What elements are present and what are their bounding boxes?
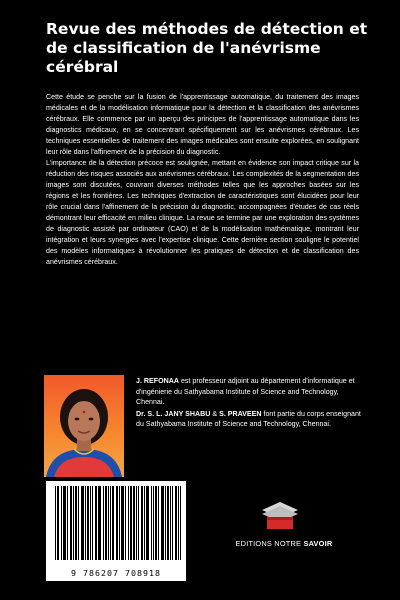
publisher-name-part1: EDITIONS NOTRE: [235, 539, 304, 548]
author2-name: Dr. S. L. JANY SHABU: [136, 409, 211, 418]
author-bio: [136, 376, 362, 431]
barcode-bars: [51, 486, 181, 564]
bio-author1: [136, 376, 362, 408]
publisher-name: [234, 539, 334, 548]
author-photo: [44, 375, 124, 477]
author23-text: font partie du corps enseignant du Sathyabama Institute of Science and Technology, Chennai.: [136, 409, 361, 428]
summary-paragraph-1: Cette étude se penche sur la fusion de l'apprentissage automatique, du traitement des images médicales et de la modélisation informatique pour la détection et la classification des anévrismes cérébraux. Elle commence par un aperçu des principes de l'apprentissage automatique dans les diagnostics médicaux, en se concentrant spécifiquement sur les anévrismes cérébraux. Les techniques essentielles de traitement des images médicales sont ensuite explorées, en soulignant leur rôle dans l'affinement de la précision du diagnostic.: [46, 93, 359, 156]
author-connector: &: [210, 409, 220, 418]
author3-name: S. PRAVEEN: [219, 409, 262, 418]
publisher-name-part2: SAVOIR: [303, 539, 333, 548]
book-title: Revue des méthodes de détection et de classification de l'anévrisme cérébral: [46, 20, 368, 76]
summary-paragraph-2: L'importance de la détection précoce est soulignée, mettant en évidence son impact critique sur la réduction des risques associés aux anévrismes cérébraux. Les complexités de la segmentation des images sont discutées, couvrant diverses méthodes telles que les approches basées sur les régions et les frontières. Les techniques d'extraction de caractéristiques sont élucidées pour leur rôle crucial dans l'affinement de la précision du diagnostic, accompagnées d'études de cas réels démontrant leur efficacité en milieu clinique. La revue se termine par une exploration des systèmes de diagnostic assisté par ordinateur (CAO) et de la modélisation mathématique, montrant leur intégration et leurs synergies avec l'expertise clinique. Cette dernière section souligne le potentiel des modèles informatiques à révolutionner les pratiques de détection et de classification des anévrismes cérébraux.: [46, 159, 359, 266]
bio-author23: [136, 409, 362, 430]
isbn-digits: 9 786207 708918: [71, 568, 161, 578]
author1-name: J. REFONAA: [136, 377, 179, 385]
author1-text: est professeur adjoint au département d'informatique et d'ingénierie du Sathyabama Institute of Science and Technology, Chennai.: [136, 377, 355, 406]
back-cover-summary: [46, 92, 359, 268]
barcode: [46, 481, 186, 581]
publisher-logo-icon: [258, 498, 302, 530]
